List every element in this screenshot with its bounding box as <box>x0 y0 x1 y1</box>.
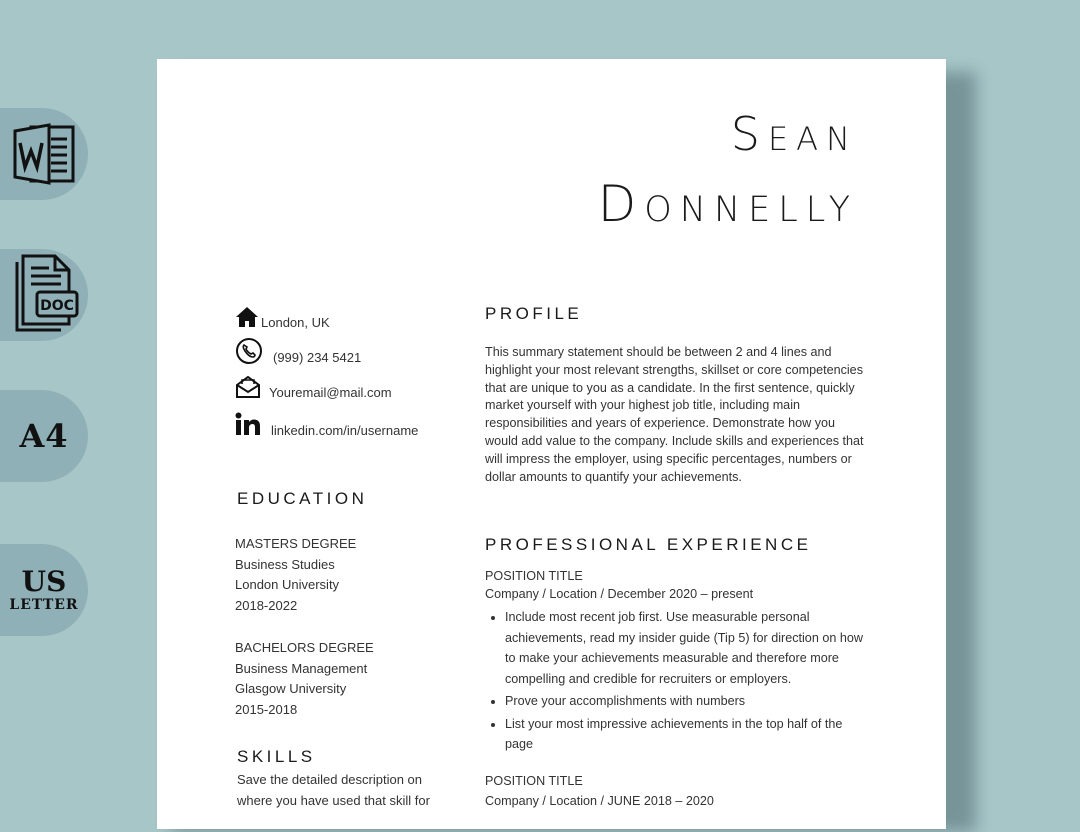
phone-text: (999) 234 5421 <box>273 350 362 365</box>
phone-icon <box>235 337 263 365</box>
doc-format-tab[interactable] <box>0 249 88 341</box>
field: Business Management <box>235 660 368 676</box>
degree: MASTERS DEGREE <box>235 536 357 551</box>
education-heading: EDUCATION <box>237 489 368 508</box>
list-item: • Include most recent job first. Use measurable personal achievements, read my insider guide (Tip 5) for direction on how to make your achievements measurable and therefore more compelling and credible for recruiters or employers. <box>505 607 869 689</box>
achievement-list <box>485 607 869 755</box>
first-name: Sean <box>730 107 858 161</box>
location-text: London, UK <box>261 315 330 330</box>
field: Business Studies <box>235 556 335 572</box>
profile-heading: PROFILE <box>485 304 583 323</box>
a4-format-tab[interactable] <box>0 390 88 482</box>
position-entry <box>485 771 869 811</box>
doc-file-icon <box>9 254 79 336</box>
education-entry <box>235 638 374 720</box>
contact-linkedin <box>235 409 418 438</box>
contact-email <box>235 373 392 400</box>
word-format-tab[interactable] <box>0 108 88 200</box>
position-entry <box>485 567 869 757</box>
word-icon <box>11 121 77 187</box>
years: 2018-2022 <box>235 597 298 613</box>
skills-heading: SKILLS <box>237 747 316 766</box>
skills-text: Save the detailed description on where you have used that skill for <box>237 772 430 808</box>
list-item: • Prove your accomplishments with numbers <box>505 691 869 712</box>
linkedin-icon <box>235 412 261 436</box>
email-text: Youremail@mail.com <box>269 385 392 400</box>
contact-phone <box>235 336 361 365</box>
last-name: Donnelly <box>597 175 858 233</box>
education-entry <box>235 534 356 616</box>
years: 2015-2018 <box>235 701 298 717</box>
us-letter-format-tab[interactable] <box>0 544 88 636</box>
resume-page <box>157 59 946 829</box>
email-icon <box>235 375 261 399</box>
doc-label: DOC <box>40 298 74 314</box>
list-item: • List your most impressive achievements in the top half of the page <box>505 714 869 755</box>
home-icon <box>235 305 259 329</box>
linkedin-text: linkedin.com/in/username <box>271 423 419 438</box>
profile-text: This summary statement should be between 2 and 4 lines and highlight your most relevant strengths, skillset or core competencies that are unique to you as a candidate. In the first sentence, quickly market yourself with your highest job title, including main responsibilities and years of experience. Demonstrate how you would add value to the company. Include skills and experiences that will impress the employer, using specific percentages, numbers or dollar amounts to quantify your achievements. <box>485 345 864 484</box>
degree: BACHELORS DEGREE <box>235 640 374 655</box>
school: London University <box>235 577 340 592</box>
position-title: POSITION TITLE <box>485 569 583 583</box>
us-label: US <box>21 565 67 598</box>
position-company: Company / Location / JUNE 2018 – 2020 <box>485 794 714 808</box>
experience-heading: PROFESSIONAL EXPERIENCE <box>485 535 812 554</box>
contact-location <box>235 303 330 330</box>
position-title: POSITION TITLE <box>485 774 583 788</box>
letter-label: LETTER <box>9 597 79 613</box>
school: Glasgow University <box>235 681 347 696</box>
position-company: Company / Location / December 2020 – present <box>485 587 754 601</box>
a4-label: A4 <box>19 417 69 455</box>
